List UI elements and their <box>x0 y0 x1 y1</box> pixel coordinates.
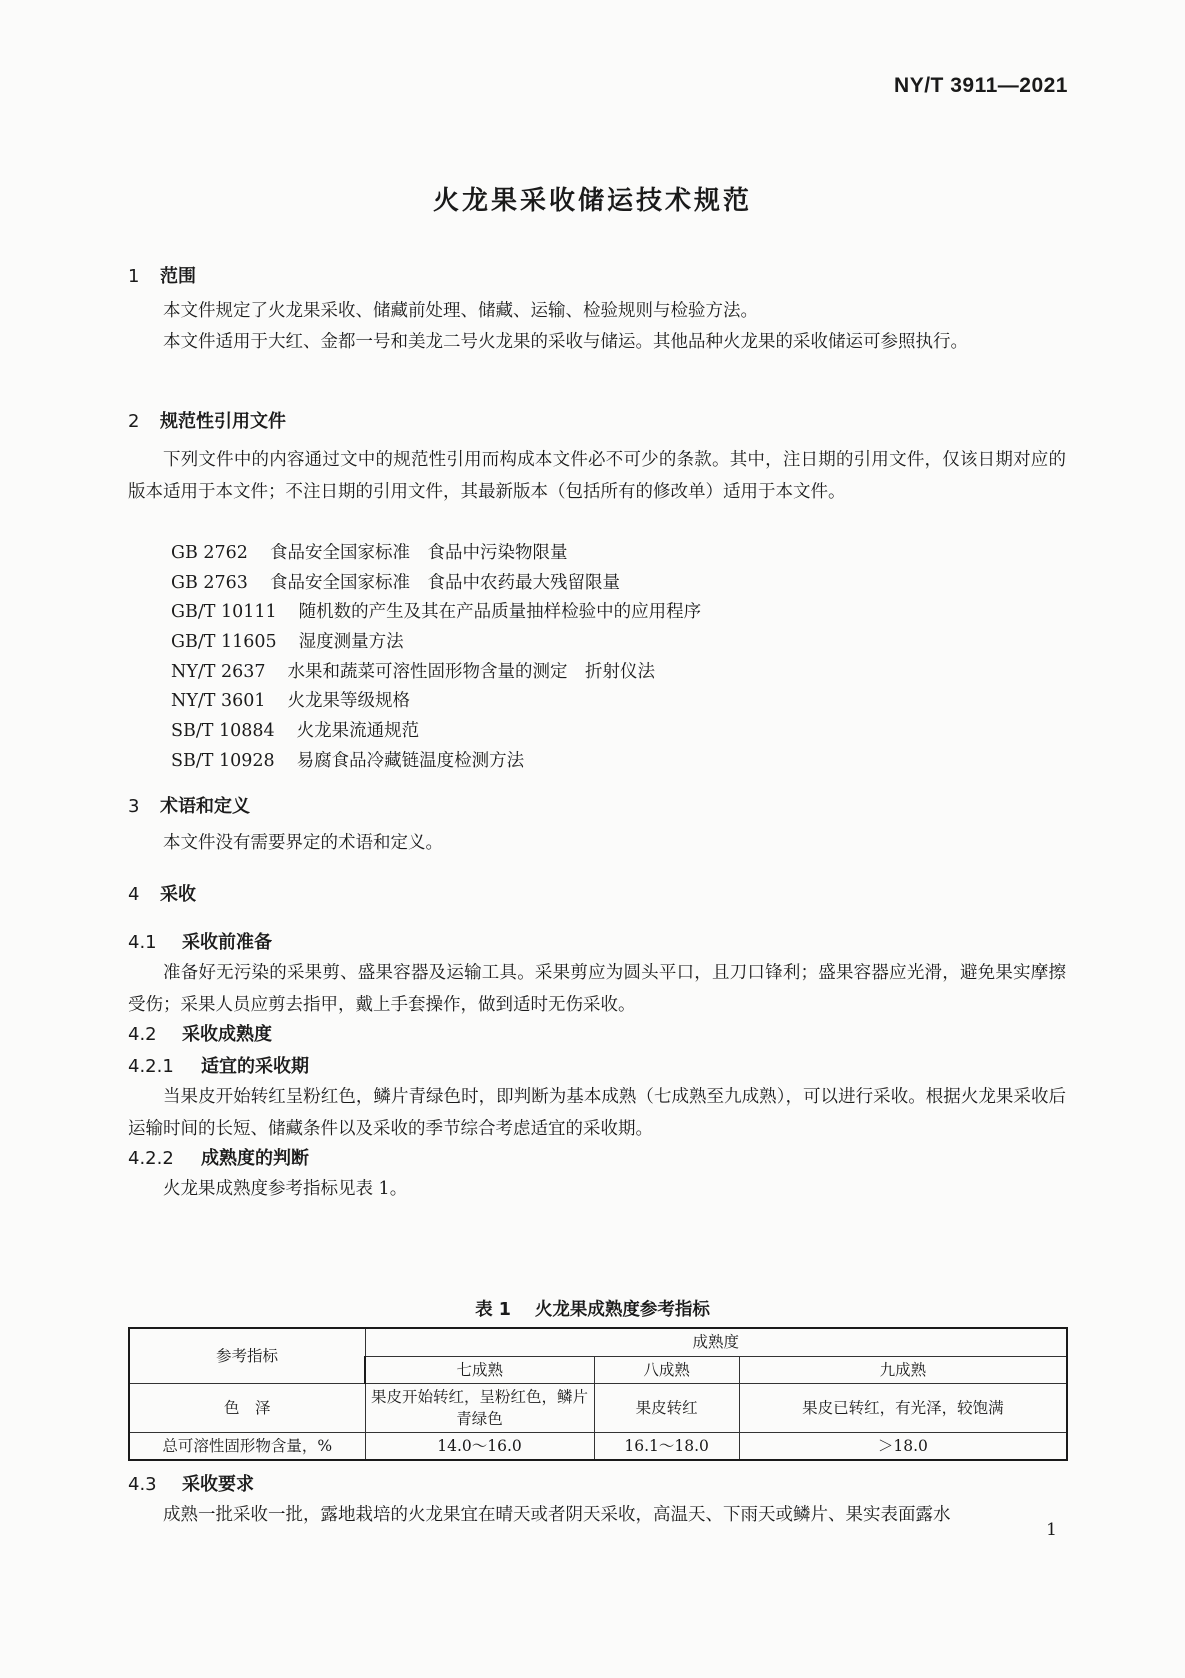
level-header: 八成熟 <box>594 1356 739 1384</box>
section-heading-2 <box>128 407 286 433</box>
table-cell: 14.0～16.0 <box>365 1433 594 1461</box>
reference-code: GB 2763 <box>171 573 248 593</box>
row-label: 色 泽 <box>129 1384 365 1433</box>
reference-code: SB/T 10884 <box>171 721 275 741</box>
table-caption <box>0 1296 1185 1321</box>
reference-item <box>171 539 567 564</box>
section-number: 4.1 <box>128 932 157 953</box>
table-number: 表 1 <box>475 1300 511 1320</box>
section-title: 规范性引用文件 <box>160 411 286 432</box>
subsection-heading-4-1 <box>128 928 272 954</box>
paragraph: 火龙果成熟度参考指标见表 1。 <box>163 1179 408 1199</box>
subsection-heading-4-2 <box>128 1020 272 1046</box>
table-row <box>129 1384 1067 1433</box>
section-number: 1 <box>128 266 140 287</box>
reference-name: 随机数的产生及其在产品质量抽样检验中的应用程序 <box>298 602 702 622</box>
reference-code: GB 2762 <box>171 543 248 563</box>
standard-code: NY/T 3911—2021 <box>894 74 1068 97</box>
reference-item <box>171 628 404 653</box>
section-number: 4.3 <box>128 1474 157 1495</box>
section-number: 4 <box>128 884 140 905</box>
section-title: 术语和定义 <box>160 796 250 817</box>
reference-name: 食品安全国家标准 食品中污染物限量 <box>269 543 568 563</box>
maturity-reference-table <box>128 1327 1068 1461</box>
section-number: 3 <box>128 796 140 817</box>
table-cell: 果皮已转红，有光泽，较饱满 <box>739 1384 1067 1433</box>
document-title: 火龙果采收储运技术规范 <box>432 186 752 216</box>
paragraph: 当果皮开始转红呈粉红色，鳞片青绿色时，即判断为基本成熟（七成熟至九成熟），可以进行采收。根据火龙果采收后运输时间的长短、储藏条件以及采收的季节综合考虑适宜的采收期。 <box>128 1087 1066 1139</box>
section-title: 适宜的采收期 <box>201 1056 309 1077</box>
paragraph: 本文件适用于大红、金都一号和美龙二号火龙果的采收与储运。其他品种火龙果的采收储运可参照执行。 <box>163 332 968 352</box>
section-title: 采收要求 <box>182 1474 254 1495</box>
reference-name: 易腐食品冷藏链温度检测方法 <box>296 751 525 771</box>
reference-name: 湿度测量方法 <box>298 632 404 652</box>
section-title: 采收 <box>160 884 196 905</box>
section-title: 采收成熟度 <box>182 1024 272 1045</box>
subsection-heading-4-2-1 <box>128 1052 309 1078</box>
table-cell: 果皮转红 <box>594 1384 739 1433</box>
reference-code: GB/T 10111 <box>171 602 277 622</box>
subsection-heading-4-3 <box>128 1470 254 1496</box>
reference-code: NY/T 3601 <box>171 691 266 711</box>
table-row <box>129 1433 1067 1461</box>
row-label: 总可溶性固形物含量，% <box>129 1433 365 1461</box>
paragraph: 准备好无污染的采果剪、盛果容器及运输工具。采果剪应为圆头平口，且刀口锋利；盛果容器应光滑，避免果实摩擦受伤；采果人员应剪去指甲，戴上手套操作，做到适时无伤采收。 <box>128 963 1066 1015</box>
table-cell: ＞18.0 <box>739 1433 1067 1461</box>
reference-item <box>171 687 410 712</box>
reference-item <box>171 747 524 772</box>
section-title: 采收前准备 <box>182 932 272 953</box>
section-heading-4 <box>128 880 196 906</box>
header-indicator: 参考指标 <box>129 1328 365 1384</box>
reference-code: NY/T 2637 <box>171 662 266 682</box>
reference-item <box>171 598 701 623</box>
reference-code: GB/T 11605 <box>171 632 277 652</box>
reference-name: 水果和蔬菜可溶性固形物含量的测定 折射仪法 <box>287 662 656 682</box>
level-header: 九成熟 <box>739 1356 1067 1384</box>
section-number: 4.2 <box>128 1024 157 1045</box>
reference-name: 火龙果流通规范 <box>296 721 420 741</box>
subsection-heading-4-2-2 <box>128 1144 309 1170</box>
reference-item <box>171 569 620 594</box>
reference-code: SB/T 10928 <box>171 751 275 771</box>
paragraph: 成熟一批采收一批，露地栽培的火龙果宜在晴天或者阴天采收，高温天、下雨天或鳞片、果实表面露水 <box>163 1505 951 1525</box>
reference-item <box>171 658 655 683</box>
reference-name: 火龙果等级规格 <box>287 691 411 711</box>
section-heading-1 <box>128 262 196 288</box>
paragraph: 本文件没有需要界定的术语和定义。 <box>163 833 443 853</box>
level-header: 七成熟 <box>365 1356 594 1384</box>
header-group: 成熟度 <box>365 1328 1067 1356</box>
section-number: 4.2.2 <box>128 1148 174 1169</box>
section-heading-3 <box>128 792 250 818</box>
section-number: 2 <box>128 411 140 432</box>
reference-item <box>171 717 419 742</box>
paragraph: 本文件规定了火龙果采收、储藏前处理、储藏、运输、检验规则与检验方法。 <box>163 301 758 321</box>
page-number: 1 <box>1046 1520 1057 1540</box>
reference-name: 食品安全国家标准 食品中农药最大残留限量 <box>269 573 620 593</box>
table-header-row <box>129 1328 1067 1356</box>
paragraph: 下列文件中的内容通过文中的规范性引用而构成本文件必不可少的条款。其中，注日期的引用文件，仅该日期对应的版本适用于本文件；不注日期的引用文件，其最新版本（包括所有的修改单）适用于本文件。 <box>128 450 1066 502</box>
table-cell: 16.1～18.0 <box>594 1433 739 1461</box>
section-number: 4.2.1 <box>128 1056 174 1077</box>
section-title: 成熟度的判断 <box>201 1148 309 1169</box>
table-title: 火龙果成熟度参考指标 <box>534 1300 710 1320</box>
section-title: 范围 <box>160 266 196 287</box>
table-cell: 果皮开始转红，呈粉红色，鳞片青绿色 <box>365 1384 594 1433</box>
